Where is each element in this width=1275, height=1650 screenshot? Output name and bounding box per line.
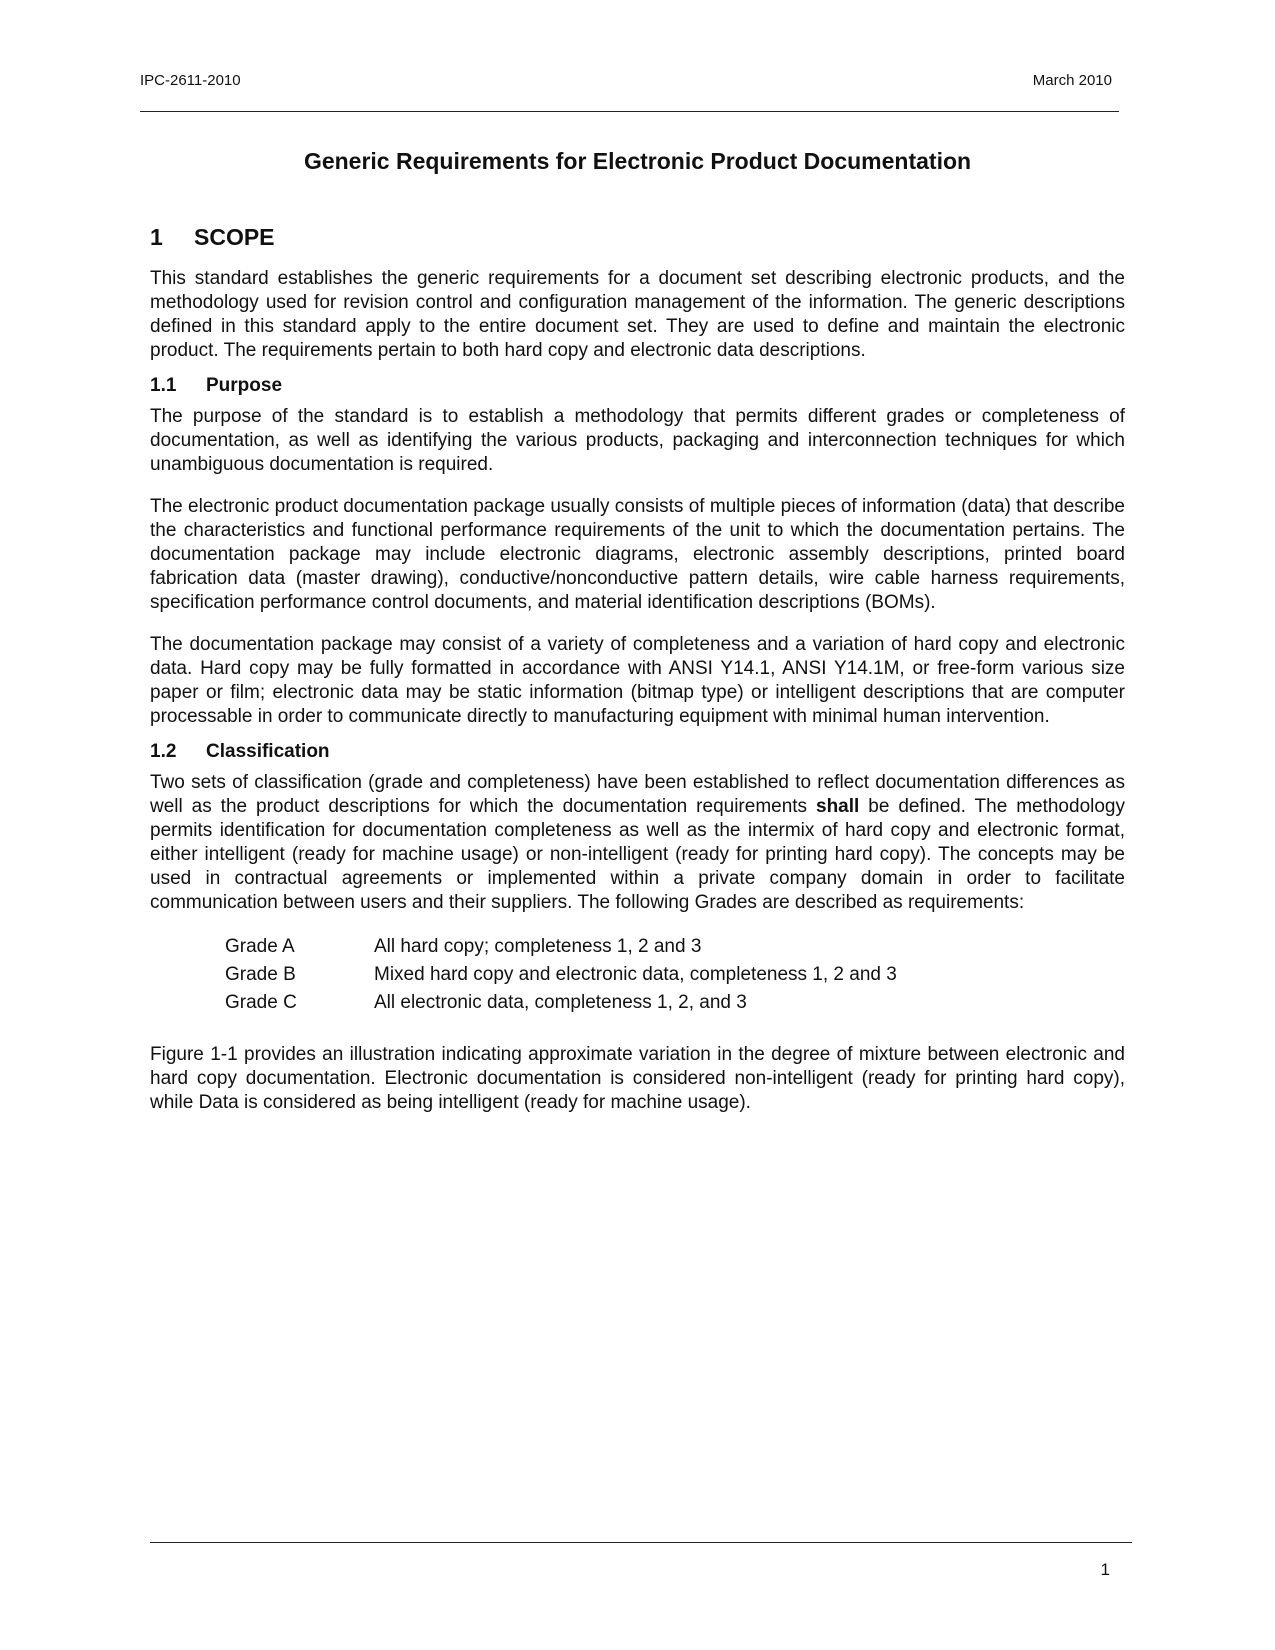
grade-description: All electronic data, completeness 1, 2, and 3 bbox=[374, 992, 747, 1013]
classification-text-end: be defined. The methodology permits identification for documentation completeness as well as the intermix of hard copy and electronic format, either intelligent (ready for machine usage) or non-intelligent (ready for printing hard copy). The concepts may be used in contractual agreements or implemented within a private company domain in order to facilitate communication between users and their suppliers. The following Grades are described as requirements: bbox=[150, 796, 1125, 913]
figure-reference-paragraph: Figure 1-1 provides an illustration indicating approximate variation in the degree of mixture between electronic and hard copy documentation. Electronic documentation is considered non-intelligent (ready for printing hard copy), while Data is considered as being intelligent (ready for machine usage). bbox=[150, 1044, 1125, 1113]
document-title: Generic Requirements for Electronic Product Documentation bbox=[303, 148, 972, 174]
scope-paragraph: This standard establishes the generic requirements for a document set describing electronic products, and the methodology used for revision control and configuration management of the information. The generic descriptions defined in this standard apply to the entire document set. They are used to define and maintain the electronic product. The requirements pertain to both hard copy and electronic data descriptions. bbox=[150, 268, 1125, 361]
classification-paragraph bbox=[150, 771, 1125, 915]
grade-label: Grade C bbox=[225, 992, 297, 1013]
list-item bbox=[225, 961, 1125, 989]
section-1-1-heading bbox=[150, 375, 1125, 397]
page-number: 1 bbox=[1100, 1560, 1110, 1579]
grade-label: Grade A bbox=[225, 936, 295, 957]
section-number: 1 bbox=[150, 224, 163, 250]
section-number: 1.2 bbox=[150, 741, 177, 762]
purpose-paragraph-3: The documentation package may consist of a variety of completeness and a variation of hard copy and electronic data. Hard copy may be fully formatted in accordance with ANSI Y14.1, ANSI Y14.1M, or free-form various size paper or film; electronic data may be static information (bitmap type) or intelligent descriptions that are computer processable in order to communicate directly to manufacturing equipment with minimal human intervention. bbox=[150, 634, 1125, 727]
grade-description: All hard copy; completeness 1, 2 and 3 bbox=[374, 936, 702, 957]
shall-emphasis: shall bbox=[816, 796, 860, 817]
purpose-paragraph-2: The electronic product documentation package usually consists of multiple pieces of information (data) that describe the characteristics and functional performance requirements of the unit to which the documentation pertains. The documentation package may include electronic diagrams, electronic assembly descriptions, printed board fabrication data (master drawing), conductive/nonconductive pattern details, wire cable harness requirements, specification performance control documents, and material identification descriptions (BOMs). bbox=[150, 496, 1125, 613]
grades-list bbox=[225, 933, 1125, 1017]
document-body bbox=[150, 224, 1125, 1133]
section-title: Purpose bbox=[206, 375, 283, 396]
classification-text-start: Two sets of classification (grade and completeness) have been established to reflect documentation differences as well as the product descriptions for which the documentation requirements bbox=[150, 772, 1125, 817]
header-divider bbox=[140, 111, 1119, 112]
grade-label: Grade B bbox=[225, 964, 296, 985]
section-title: SCOPE bbox=[194, 224, 275, 250]
page-header bbox=[140, 72, 1112, 90]
section-1-2-heading bbox=[150, 741, 1125, 763]
list-item bbox=[225, 933, 1125, 961]
footer-divider bbox=[150, 1542, 1132, 1543]
grade-description: Mixed hard copy and electronic data, completeness 1, 2 and 3 bbox=[374, 964, 897, 985]
document-id: IPC-2611-2010 bbox=[140, 72, 241, 89]
document-date: March 2010 bbox=[1032, 72, 1112, 89]
section-1-heading bbox=[150, 224, 1125, 251]
list-item bbox=[225, 989, 1125, 1017]
purpose-paragraph-1: The purpose of the standard is to establish a methodology that permits different grades or completeness of documentation, as well as identifying the various products, packaging and interconnection techniques for which unambiguous documentation is required. bbox=[150, 406, 1125, 475]
section-title: Classification bbox=[206, 741, 330, 762]
section-number: 1.1 bbox=[150, 375, 177, 396]
